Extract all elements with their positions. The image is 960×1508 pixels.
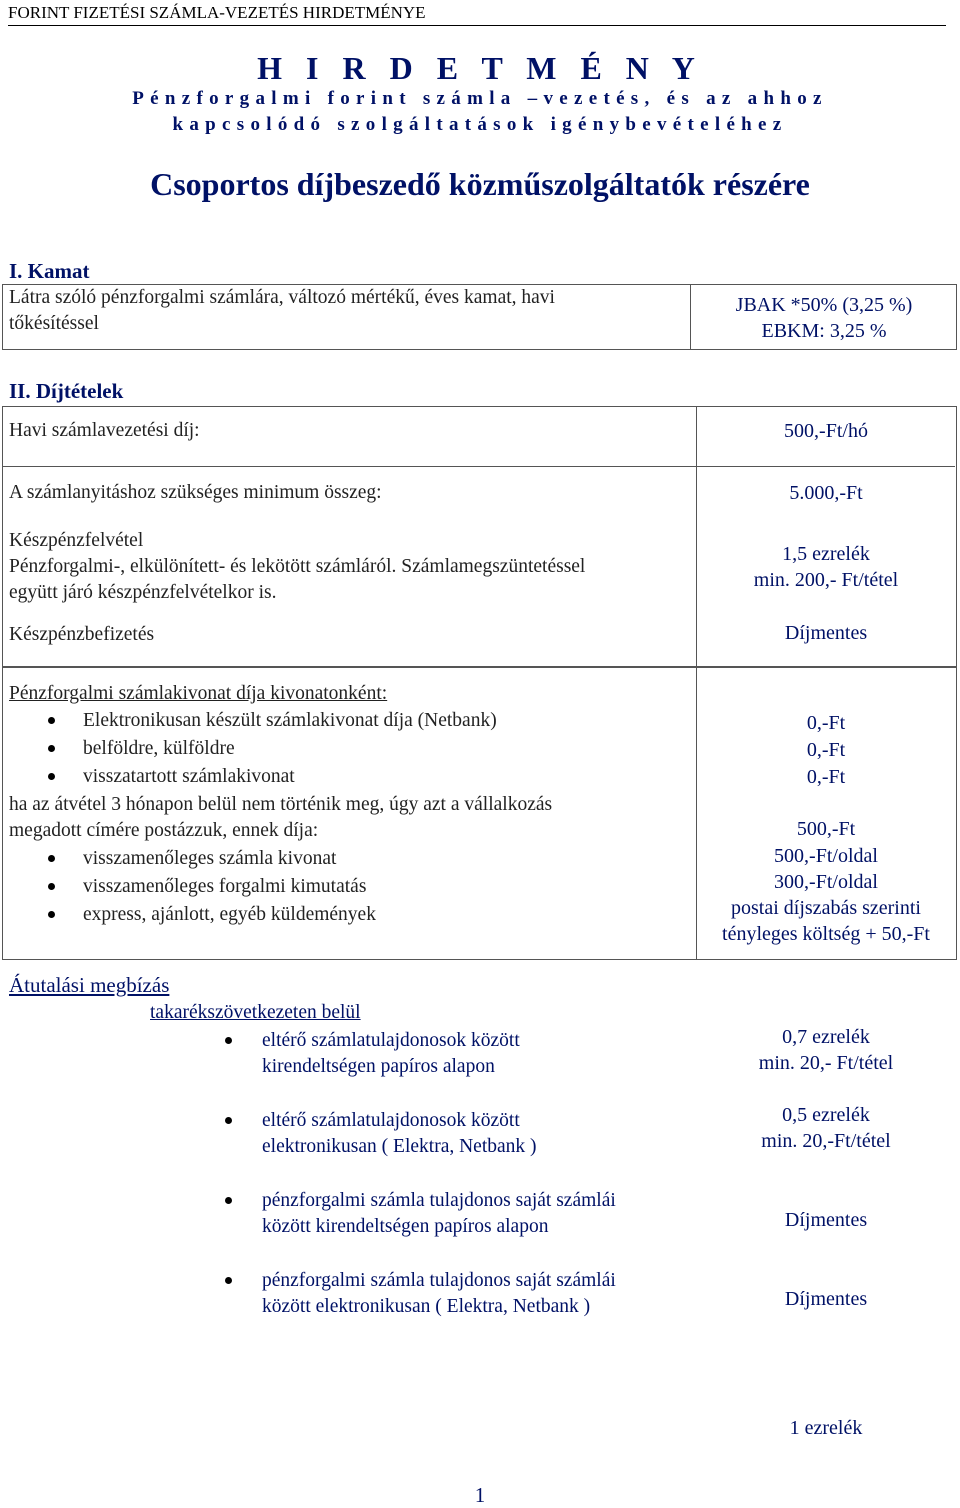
statement-item-label: Elektronikusan készült számlakivonat díja (Netbank) bbox=[83, 710, 497, 731]
statement-item2-value: 300,-Ft/oldal bbox=[774, 871, 878, 893]
withdrawal-line-2: együtt járó készpénzfelvételkor is. bbox=[9, 582, 277, 603]
bullet-icon bbox=[48, 855, 55, 862]
statement-item-label: belföldre, külföldre bbox=[83, 738, 235, 759]
page-number: 1 bbox=[474, 1483, 486, 1507]
transfer-item-line-2: között kirendeltségen papíros alapon bbox=[262, 1216, 549, 1237]
transfer-item-line-2: elektronikusan ( Elektra, Netbank ) bbox=[262, 1136, 537, 1157]
section-1-heading: I. Kamat bbox=[9, 259, 90, 283]
statement-item-value: 0,-Ft bbox=[806, 766, 846, 788]
title-line-1: Pénzforgalmi forint számla –vezetés, és az ahhoz bbox=[132, 88, 828, 109]
monthly-fee-value: 500,-Ft/hó bbox=[784, 420, 868, 442]
interest-ebkm: EBKM: 3,25 % bbox=[761, 320, 887, 342]
bullet-icon bbox=[225, 1197, 232, 1204]
interest-divider bbox=[690, 284, 691, 350]
transfer-title: Átutalási megbízás bbox=[9, 973, 170, 997]
statement-item2-label: visszamenőleges számla kivonat bbox=[83, 848, 337, 869]
withdrawal-value-1: 1,5 ezrelék bbox=[782, 543, 870, 565]
withdrawal-value-2: min. 200,- Ft/tétel bbox=[753, 569, 899, 591]
bullet-icon bbox=[48, 717, 55, 724]
statement-note-line-2: megadott címére postázzuk, ennek díja: bbox=[9, 820, 319, 841]
bullet-icon bbox=[48, 911, 55, 918]
transfer-item-line-2: között elektronikusan ( Elektra, Netbank ) bbox=[262, 1296, 591, 1317]
deposit-value: Díjmentes bbox=[784, 622, 868, 644]
transfer-item-line-1: pénzforgalmi számla tulajdonos saját számlái bbox=[262, 1270, 616, 1291]
statement-item2-value: postai díjszabás szerinti bbox=[731, 897, 921, 919]
transfer-item-value-2: min. 20,- Ft/tétel bbox=[758, 1052, 894, 1074]
bullet-icon bbox=[225, 1037, 232, 1044]
min-amount-label: A számlanyitáshoz szükséges minimum összeg: bbox=[9, 482, 382, 503]
document-header: FORINT FIZETÉSI SZÁMLA-VEZETÉS HIRDETMÉNYE bbox=[8, 3, 946, 26]
statement-item2-label: visszamenőleges forgalmi kimutatás bbox=[83, 876, 367, 897]
transfer-item-value-1: Díjmentes bbox=[784, 1209, 868, 1231]
withdrawal-title: Készpénzfelvétel bbox=[9, 530, 144, 551]
transfer-item-line-1: pénzforgalmi számla tulajdonos saját számlái bbox=[262, 1190, 616, 1211]
transfer-item-value-2: min. 20,-Ft/tétel bbox=[761, 1130, 891, 1152]
statement-title: Pénzforgalmi számlakivonat díja kivonatonként: bbox=[9, 683, 388, 704]
statement-item2-label: express, ajánlott, egyéb küldemények bbox=[83, 904, 376, 925]
bullet-icon bbox=[225, 1117, 232, 1124]
interest-rate: JBAK *50% (3,25 %) bbox=[735, 294, 913, 316]
title-line-2: kapcsolódó szolgáltatások igénybevételéhez bbox=[172, 114, 788, 135]
interest-desc-line-1: Látra szóló pénzforgalmi számlára, változó mértékű, éves kamat, havi bbox=[9, 287, 555, 308]
transfer-item-value-1: Díjmentes bbox=[784, 1288, 868, 1310]
transfer-item-line-1: eltérő számlatulajdonosok között bbox=[262, 1030, 520, 1051]
withdrawal-line-1: Pénzforgalmi-, elkülönített- és lekötött számláról. Számlamegszüntetéssel bbox=[9, 556, 586, 577]
statement-note-value: 500,-Ft bbox=[796, 818, 856, 840]
statement-item2-value: 500,-Ft/oldal bbox=[774, 845, 878, 867]
transfer-item-line-1: eltérő számlatulajdonosok között bbox=[262, 1110, 520, 1131]
page-subtitle: Csoportos díjbeszedő közműszolgáltatók részére bbox=[150, 166, 810, 202]
statement-last-value-line-2: tényleges költség + 50,-Ft bbox=[722, 923, 930, 945]
statement-item-value: 0,-Ft bbox=[806, 739, 846, 761]
min-amount-value: 5.000,-Ft bbox=[789, 482, 863, 504]
transfer-item-value-1: 0,5 ezrelék bbox=[782, 1104, 870, 1126]
bullet-icon bbox=[48, 883, 55, 890]
statement-item-value: 0,-Ft bbox=[806, 712, 846, 734]
section-2-heading: II. Díjtételek bbox=[9, 379, 124, 403]
transfer-subtitle: takarékszövetkezeten belül bbox=[150, 1002, 361, 1023]
statement-note-line-1: ha az átvétel 3 hónapon belül nem történik meg, úgy azt a vállalkozás bbox=[9, 794, 553, 815]
bullet-icon bbox=[225, 1277, 232, 1284]
bullet-icon bbox=[48, 773, 55, 780]
monthly-fee-label: Havi számlavezetési díj: bbox=[9, 420, 200, 441]
transfer-item-value-1: 0,7 ezrelék bbox=[782, 1026, 870, 1048]
page-title: H I R D E T M É N Y bbox=[257, 50, 703, 86]
transfer-item-line-2: kirendeltségen papíros alapon bbox=[262, 1056, 495, 1077]
bullet-icon bbox=[48, 745, 55, 752]
interest-desc-line-2: tőkésítéssel bbox=[9, 313, 99, 334]
row-separator-1 bbox=[2, 466, 955, 467]
deposit-label: Készpénzbefizetés bbox=[9, 624, 155, 645]
transfer-last-value: 1 ezrelék bbox=[789, 1417, 863, 1439]
statement-item-label: visszatartott számlakivonat bbox=[83, 766, 295, 787]
